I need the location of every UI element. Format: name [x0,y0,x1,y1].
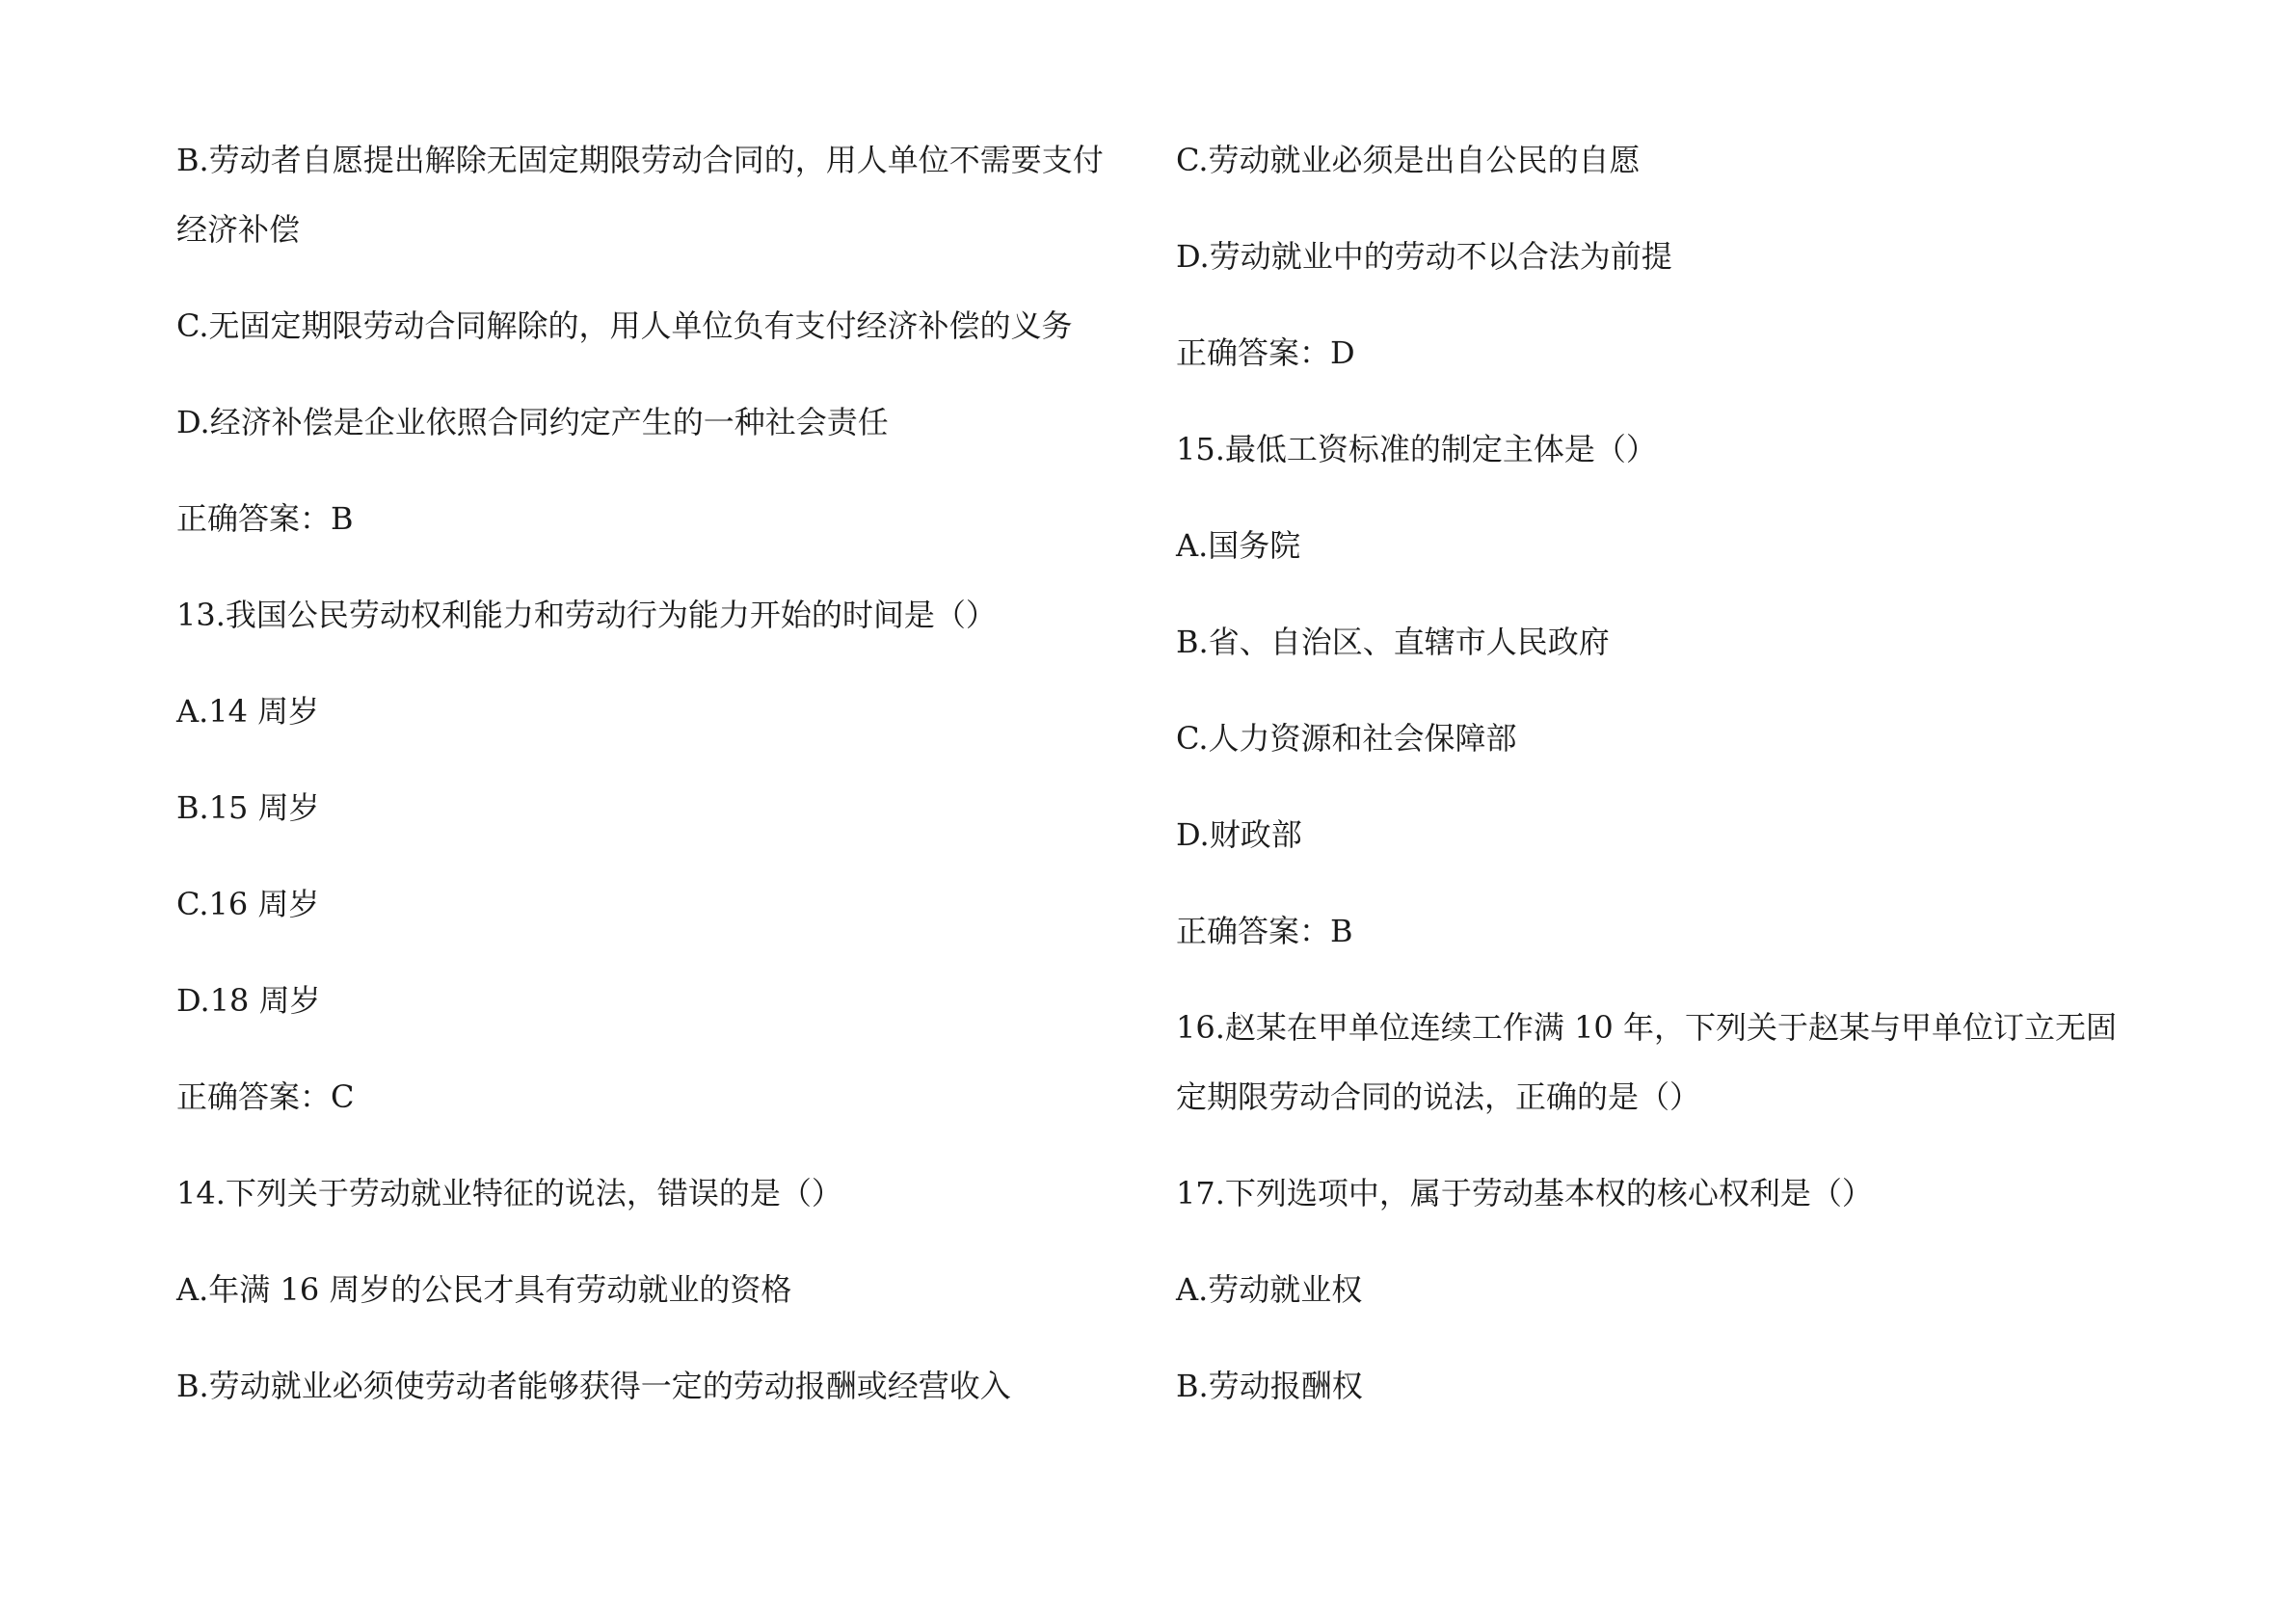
q13-question: 13.我国公民劳动权利能力和劳动行为能力开始的时间是（） [176,597,997,633]
q12-option-c: C.无固定期限劳动合同解除的，用人单位负有支付经济补偿的义务 [176,307,1073,344]
q13-answer: 正确答案：C [176,1078,355,1115]
q12-option-b-line2: 经济补偿 [176,211,301,248]
q14-answer: 正确答案：D [1176,334,1355,371]
q17-option-b: B.劳动报酬权 [1176,1368,1363,1404]
q17-option-a: A.劳动就业权 [1176,1271,1363,1308]
q14-option-d: D.劳动就业中的劳动不以合法为前提 [1176,238,1672,275]
q12-answer: 正确答案：B [176,500,354,537]
q14-option-c: C.劳动就业必须是出自公民的自愿 [1176,142,1641,178]
q13-option-c: C.16 周岁 [176,886,320,922]
q17-question: 17.下列选项中，属于劳动基本权的核心权利是（） [1176,1175,1873,1211]
q16-question-line1: 16.赵某在甲单位连续工作满 10 年，下列关于赵某与甲单位订立无固 [1176,1009,2117,1046]
q12-option-b-line1: B.劳动者自愿提出解除无固定期限劳动合同的，用人单位不需要支付 [176,142,1104,178]
q12-option-d: D.经济补偿是企业依照合同约定产生的一种社会责任 [176,404,889,440]
q15-answer: 正确答案：B [1176,913,1353,949]
q15-option-a: A.国务院 [1176,527,1301,564]
q15-option-c: C.人力资源和社会保障部 [1176,720,1517,757]
q15-question: 15.最低工资标准的制定主体是（） [1176,431,1657,467]
q16-question-line2: 定期限劳动合同的说法，正确的是（） [1176,1078,1701,1115]
right-column [1176,141,2140,1463]
q14-question: 14.下列关于劳动就业特征的说法，错误的是（） [176,1175,842,1211]
q14-option-b: B.劳动就业必须使劳动者能够获得一定的劳动报酬或经营收入 [176,1368,1011,1404]
q14-option-a: A.年满 16 周岁的公民才具有劳动就业的资格 [176,1271,792,1308]
q15-option-b: B.省、自治区、直辖市人民政府 [1176,624,1610,660]
q13-option-d: D.18 周岁 [176,982,321,1019]
q15-option-d: D.财政部 [1176,816,1302,853]
left-column [176,141,1131,1463]
q13-option-b: B.15 周岁 [176,789,320,826]
q13-option-a: A.14 周岁 [176,693,320,730]
